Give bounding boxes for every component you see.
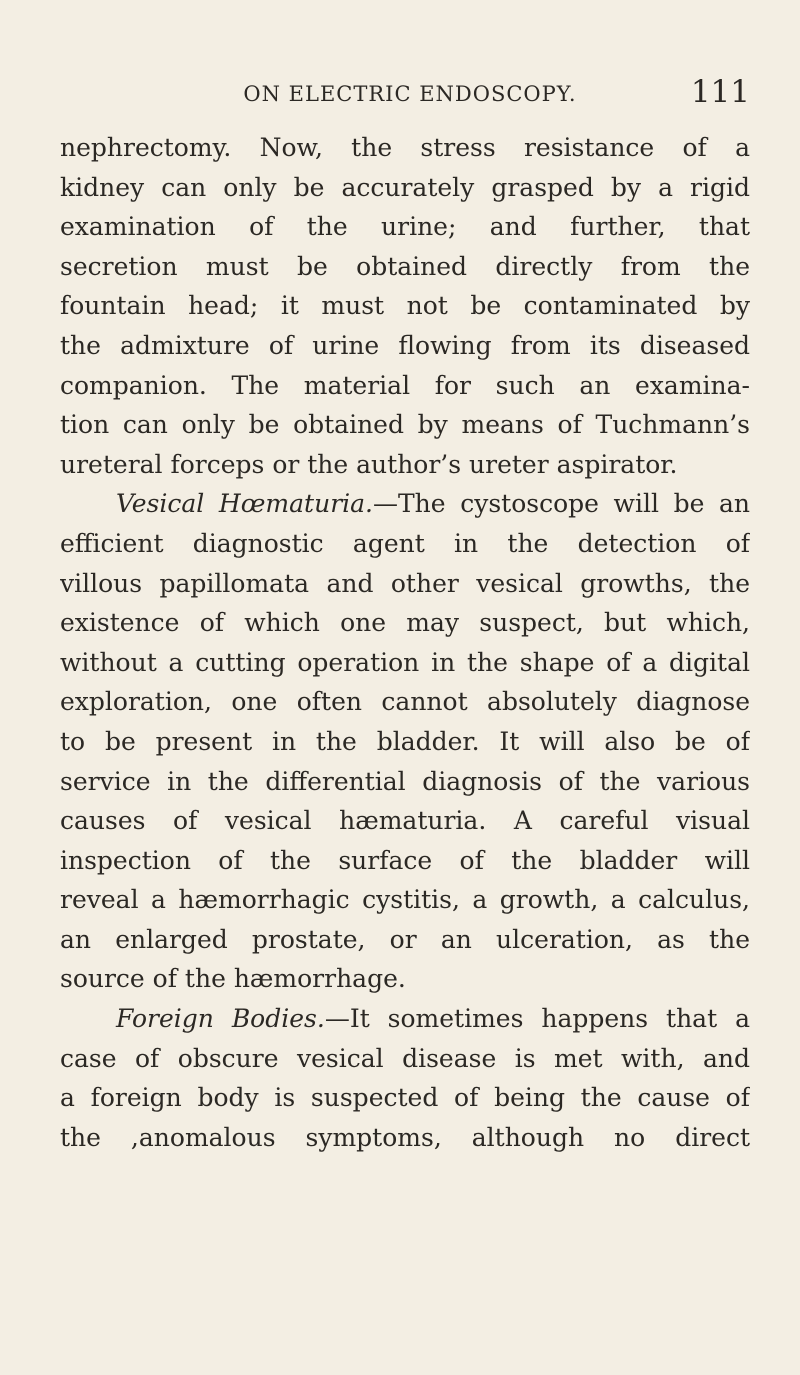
- text-line: the admixture of urine flowing from its diseased: [60, 330, 750, 360]
- text-line: existence of which one may suspect, but which,: [60, 608, 750, 638]
- text-run: —It sometimes happens that a: [324, 1004, 750, 1034]
- text-line: nephrectomy. Now, the stress resistance of a: [60, 133, 750, 162]
- text-line: tion can only be obtained by means of Tuchmann’s: [60, 410, 750, 440]
- text-line: without a cutting operation in the shape of a digital: [60, 647, 750, 677]
- text-line: source of the hæmorrhage.: [60, 964, 406, 994]
- text-run: —The cystoscope will be an: [373, 489, 750, 519]
- section-heading-vesical-haematuria: Vesical Hœmaturia.: [116, 489, 373, 519]
- text-line: fountain head; it must not be contaminated by: [60, 291, 750, 321]
- text-line: ureteral forceps or the author’s ureter aspirator.: [60, 449, 678, 479]
- text-line: reveal a hæmorrhagic cystitis, a growth, a calculus,: [60, 885, 750, 915]
- paragraph-start-line: [60, 999, 750, 1039]
- paragraph-start-line: [60, 484, 750, 524]
- text-line: to be present in the bladder. It will also be of: [60, 726, 750, 756]
- running-title: ON ELECTRIC ENDOSCOPY.: [243, 82, 577, 106]
- text-line: the ,anomalous symptoms, although no direct: [60, 1122, 750, 1152]
- text-line: villous papillomata and other vesical growths, the: [60, 568, 750, 598]
- page-header: [60, 74, 750, 114]
- text-line: an enlarged prostate, or an ulceration, as the: [60, 924, 750, 954]
- text-line: secretion must be obtained directly from the: [60, 251, 750, 281]
- text-line: inspection of the surface of the bladder will: [60, 845, 750, 875]
- text-line: a foreign body is suspected of being the cause of: [60, 1083, 750, 1113]
- section-heading-foreign-bodies: Foreign Bodies.: [116, 1004, 325, 1034]
- text-line: efficient diagnostic agent in the detection of: [60, 528, 750, 558]
- text-line: kidney can only be accurately grasped by a rigid: [60, 172, 750, 202]
- page-number: 111: [690, 74, 750, 110]
- text-line: companion. The material for such an examina-: [60, 370, 750, 400]
- text-line: causes of vesical hæmaturia. A careful visual: [60, 806, 750, 836]
- text-line: examination of the urine; and further, that: [60, 212, 750, 242]
- text-line: case of obscure vesical disease is met with, and: [60, 1043, 750, 1073]
- text-line: service in the differential diagnosis of the various: [60, 766, 750, 796]
- body-text: [60, 128, 750, 1157]
- text-line: exploration, one often cannot absolutely diagnose: [60, 687, 750, 717]
